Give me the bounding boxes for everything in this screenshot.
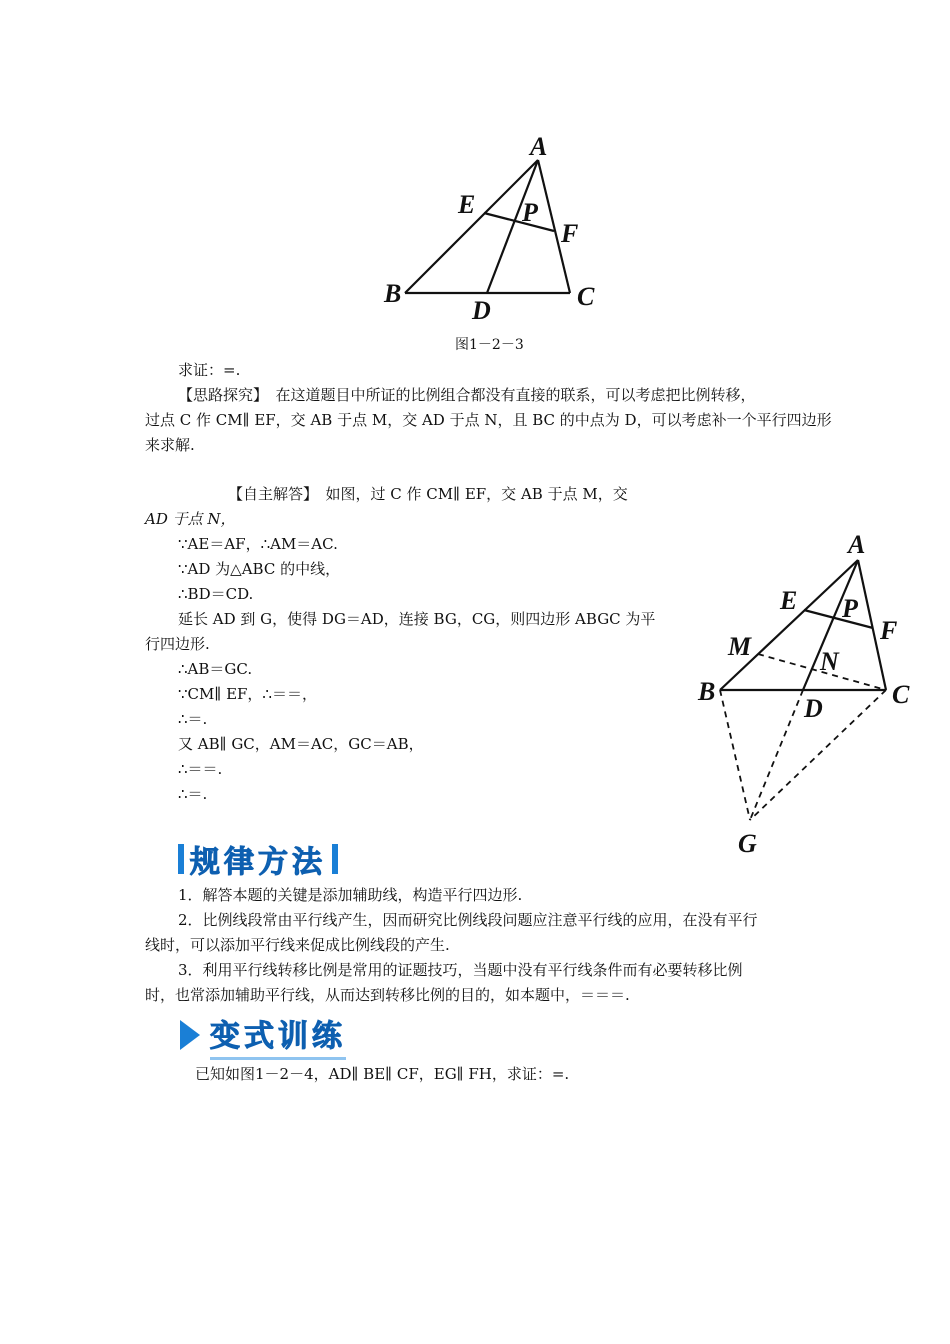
solution-line-5: ∴BD＝CD. (178, 585, 254, 603)
label-c: C (577, 282, 595, 311)
label-a: A (530, 132, 548, 161)
figure-1-caption: 图1－2－3 (455, 337, 524, 353)
label-b: B (384, 279, 402, 308)
label-p: P (522, 198, 538, 227)
variant-banner-title: 变式训练 (210, 1011, 346, 1060)
segment-ef (484, 213, 554, 231)
segment-ab (405, 160, 538, 293)
solution-line-3: ∵AE＝AF，∴AM＝AC. (178, 535, 338, 553)
label-d: D (804, 694, 823, 723)
method-line-2: 2．比例线段常由平行线产生，因而研究比例线段问题应注意平行线的应用，在没有平行 (178, 911, 758, 929)
solution-line-13: ∴＝. (178, 785, 208, 803)
label-f: F (880, 616, 898, 645)
segment-dg (750, 690, 803, 820)
solution-line-9: ∵CM∥ EF，∴＝＝， (178, 685, 317, 703)
analysis-line-3: 来求解. (145, 436, 195, 454)
label-n: N (820, 647, 839, 676)
play-arrow-icon (178, 1018, 202, 1052)
label-e: E (458, 190, 476, 219)
solution-line-10: ∴＝. (178, 710, 208, 728)
label-f: F (561, 219, 579, 248)
analysis-line-1: 【思路探究】 在这道题目中所证的比例组合都没有直接的联系，可以考虑把比例转移， (178, 386, 756, 404)
analysis-line-2: 过点 C 作 CM∥ EF，交 AB 于点 M，交 AD 于点 N，且 BC 的中点为 D，可以考虑补一个平行四边形 (145, 411, 832, 429)
prove-statement: 求证：=. (178, 361, 241, 379)
method-line-5: 时，也常添加辅助平行线，从而达到转移比例的目的，如本题中，＝＝＝. (145, 986, 630, 1004)
method-banner (178, 840, 338, 878)
solution-line-8: ∴AB＝GC. (178, 660, 253, 678)
banner-left-bar (178, 844, 184, 874)
label-a: A (848, 530, 866, 559)
method-line-3: 线时，可以添加平行线来促成比例线段的产生. (145, 936, 450, 954)
segment-ef (804, 610, 873, 628)
label-m: M (728, 632, 752, 661)
solution-line-7: 行四边形. (145, 635, 210, 653)
method-line-4: 3．利用平行线转移比例是常用的证题技巧，当题中没有平行线条件而有必要转移比例 (178, 961, 743, 979)
solution-line-6: 延长 AD 到 G，使得 DG＝AD，连接 BG，CG，则四边形 ABGC 为平 (178, 610, 656, 628)
figure-1-diagram (370, 125, 620, 330)
label-d: D (472, 296, 491, 325)
label-g: G (738, 829, 757, 858)
variant-statement: 已知如图1－2－4，AD∥ BE∥ CF，EG∥ FH，求证：=. (195, 1065, 570, 1083)
variant-banner (178, 1016, 346, 1054)
solution-line-11: 又 AB∥ GC，AM＝AC，GC＝AB， (178, 735, 424, 753)
label-c: C (892, 680, 910, 709)
label-e: E (780, 586, 798, 615)
solution-line-12: ∴＝＝. (178, 760, 223, 778)
solution-line-4: ∵AD 为△ABC 的中线， (178, 560, 341, 578)
label-b: B (698, 677, 716, 706)
solution-line-1: 【自主解答】 如图，过 C 作 CM∥ EF，交 AB 于点 M，交 (228, 485, 628, 503)
method-banner-title: 规律方法 (190, 845, 326, 880)
method-line-1: 1．解答本题的关键是添加辅助线，构造平行四边形. (178, 886, 523, 904)
segment-bg (720, 690, 750, 820)
figure-2-diagram (690, 525, 930, 865)
solution-line-2: AD 于点 N， (145, 510, 236, 528)
label-p: P (842, 594, 858, 623)
banner-right-bar (332, 844, 338, 874)
